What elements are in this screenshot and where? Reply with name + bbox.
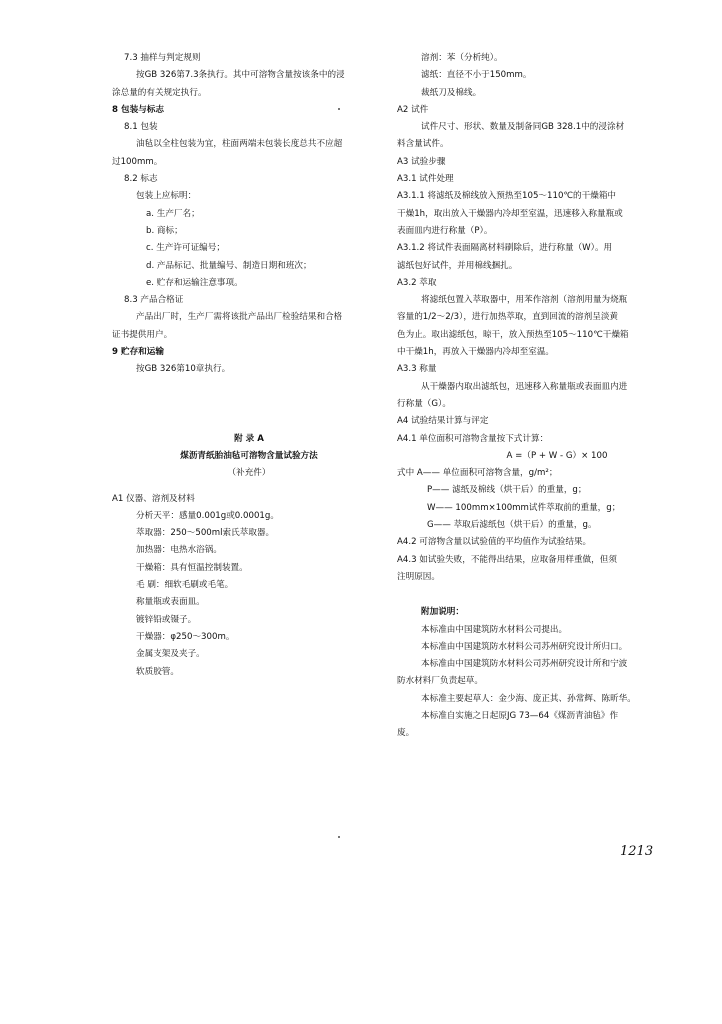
paragraph-line: A3.1.2 将试件表面隔离材料刷除后，进行称量（W）。用 xyxy=(397,243,613,254)
list-item: 加热器：电热水浴锅。 xyxy=(136,545,222,556)
additional-notes-heading: 附加说明： xyxy=(421,607,464,618)
page-number: 1213 xyxy=(620,844,654,859)
paragraph-line: 滤纸包好试件，并用棉线捆扎。 xyxy=(397,260,518,271)
paragraph-line: 产品出厂时，生产厂需将该批产品出厂检验结果和合格 xyxy=(136,312,343,323)
paragraph-line: 从干燥器内取出滤纸包，迅速移入称量瓶或表面皿内进 xyxy=(421,381,628,392)
formula-variable: W—— 100mm×100mm试件萃取前的重量，g； xyxy=(427,502,621,513)
paragraph-line: 试件尺寸、形状、数量及制备同GB 328.1中的浸涂材 xyxy=(421,122,625,133)
paragraph-line: 中干燥1h，再放入干燥器内冷却至室温。 xyxy=(397,347,555,358)
right-column xyxy=(397,50,667,743)
left-column xyxy=(112,50,386,681)
appendix-subtitle: （补充件） xyxy=(227,468,271,479)
section-9-heading: 9 贮存和运输 xyxy=(112,347,164,358)
paragraph-line: 涂总量的有关规定执行。 xyxy=(112,87,207,98)
paragraph-line: 行称量（G）。 xyxy=(397,398,451,409)
list-item: d. 产品标记、批量编号、制造日期和班次； xyxy=(146,260,312,271)
paragraph-line: 注明原因。 xyxy=(397,571,440,582)
paragraph-line: A3.1.1 将滤纸及棉线放入预热至105～110℃的干燥箱中 xyxy=(397,191,617,202)
list-item: 干燥器：φ250～300m。 xyxy=(136,631,235,642)
paragraph-line: 过100mm。 xyxy=(112,156,163,167)
clause-a3-1-heading: A3.1 试件处理 xyxy=(397,174,454,185)
note-line: 废。 xyxy=(397,728,415,739)
clause-a4-2: A4.2 可溶物含量以试验值的平均值作为试验结果。 xyxy=(397,537,592,548)
note-line: 本标准自实施之日起原JG 73—64《煤沥青油毡》作 xyxy=(421,710,619,721)
scan-speck xyxy=(338,836,340,838)
clause-7-3-heading: 7.3 抽样与判定规则 xyxy=(124,53,201,63)
paragraph-line: 干燥1h，取出放入干燥器内冷却至室温，迅速移入称量瓶或 xyxy=(397,208,623,219)
clause-8-1-heading: 8.1 包装 xyxy=(124,122,158,133)
list-item: 滤纸：直径不小于150mm。 xyxy=(421,70,532,81)
paragraph-line: 容量的1/2～2/3），进行加热萃取，直到回流的溶剂呈淡黄 xyxy=(397,312,619,323)
formula-variable: P—— 滤纸及棉线（烘干后）的重量，g； xyxy=(427,485,587,496)
note-line: 本标准主要起草人：金少海、庞正其、孙常辉、陈昕华。 xyxy=(421,693,636,704)
list-item: 金属支架及夹子。 xyxy=(136,649,205,660)
list-item: a. 生产厂名； xyxy=(146,208,200,219)
paragraph-line: 包装上应标明： xyxy=(136,191,197,202)
appendix-label: 附 录 A xyxy=(234,433,264,444)
section-a1-heading: A1 仪器、溶剂及材料 xyxy=(112,493,195,504)
note-line: 本标准由中国建筑防水材料公司提出。 xyxy=(421,624,568,635)
section-a4-heading: A4 试验结果计算与评定 xyxy=(397,416,489,427)
scan-speck xyxy=(338,108,340,110)
list-item: 毛 刷：细软毛刷或毛笔。 xyxy=(136,580,234,591)
formula: A =（P + W - G）× 100 xyxy=(506,450,608,461)
list-item: c. 生产许可证编号； xyxy=(146,243,225,254)
list-item: 裁纸刀及棉线。 xyxy=(421,87,482,98)
paragraph-line: 将滤纸包置入萃取器中，用苯作溶剂（溶剂用量为烧瓶 xyxy=(421,295,628,306)
note-line: 本标准由中国建筑防水材料公司苏州研究设计所归口。 xyxy=(421,641,628,652)
formula-variable: G—— 萃取后滤纸包（烘干后）的重量，g。 xyxy=(427,520,597,531)
list-item: e. 贮存和运输注意事项。 xyxy=(146,277,243,288)
section-a2-heading: A2 试件 xyxy=(397,104,429,115)
paragraph-line: 料含量试件。 xyxy=(397,139,449,150)
list-item: 溶剂：苯（分析纯）。 xyxy=(421,53,503,63)
paragraph-line: 按GB 326第10章执行。 xyxy=(136,364,231,375)
clause-8-2-heading: 8.2 标志 xyxy=(124,174,158,185)
list-item: b. 商标； xyxy=(146,225,183,236)
paragraph-line: 表面皿内进行称量（P）。 xyxy=(397,225,493,236)
list-item: 软质胶管。 xyxy=(136,666,179,677)
appendix-title: 煤沥青纸胎油毡可溶物含量试验方法 xyxy=(180,450,318,461)
paragraph-line: 色为止。取出滤纸包，晾干，放入预热至105～110℃干燥箱 xyxy=(397,329,629,340)
paragraph-line: 证书提供用户。 xyxy=(112,329,173,340)
section-a3-heading: A3 试验步骤 xyxy=(397,156,446,167)
list-item: 称量瓶或表面皿。 xyxy=(136,597,205,608)
paragraph-line: 油毡以全柱包装为宜，柱面两端未包装长度总共不应超 xyxy=(136,139,343,150)
section-8-heading: 8 包装与标志 xyxy=(112,104,164,115)
list-item: 干燥箱：具有恒温控制装置。 xyxy=(136,562,248,573)
clause-a4-1: A4.1 单位面积可溶物含量按下式计算： xyxy=(397,433,549,444)
note-line: 本标准由中国建筑防水材料公司苏州研究设计所和宁波 xyxy=(421,659,628,670)
list-item: 萃取器：250～500ml索氏萃取器。 xyxy=(136,528,275,539)
formula-variable: 式中 A—— 单位面积可溶物含量，g/m²； xyxy=(397,468,558,479)
clause-8-3-heading: 8.3 产品合格证 xyxy=(124,295,184,306)
paragraph-line: 按GB 326第7.3条执行。其中可溶物含量按该条中的浸 xyxy=(136,70,345,81)
note-line: 防水材料厂负责起草。 xyxy=(397,676,483,687)
clause-a3-2-heading: A3.2 萃取 xyxy=(397,277,437,288)
clause-a4-3: A4.3 如试验失败，不能得出结果，应取备用样重做，但须 xyxy=(397,554,617,565)
list-item: 分析天平：感量0.001g或0.0001g。 xyxy=(136,510,279,521)
list-item: 镀锌铅或镊子。 xyxy=(136,614,197,625)
clause-a3-3-heading: A3.3 称量 xyxy=(397,364,437,375)
